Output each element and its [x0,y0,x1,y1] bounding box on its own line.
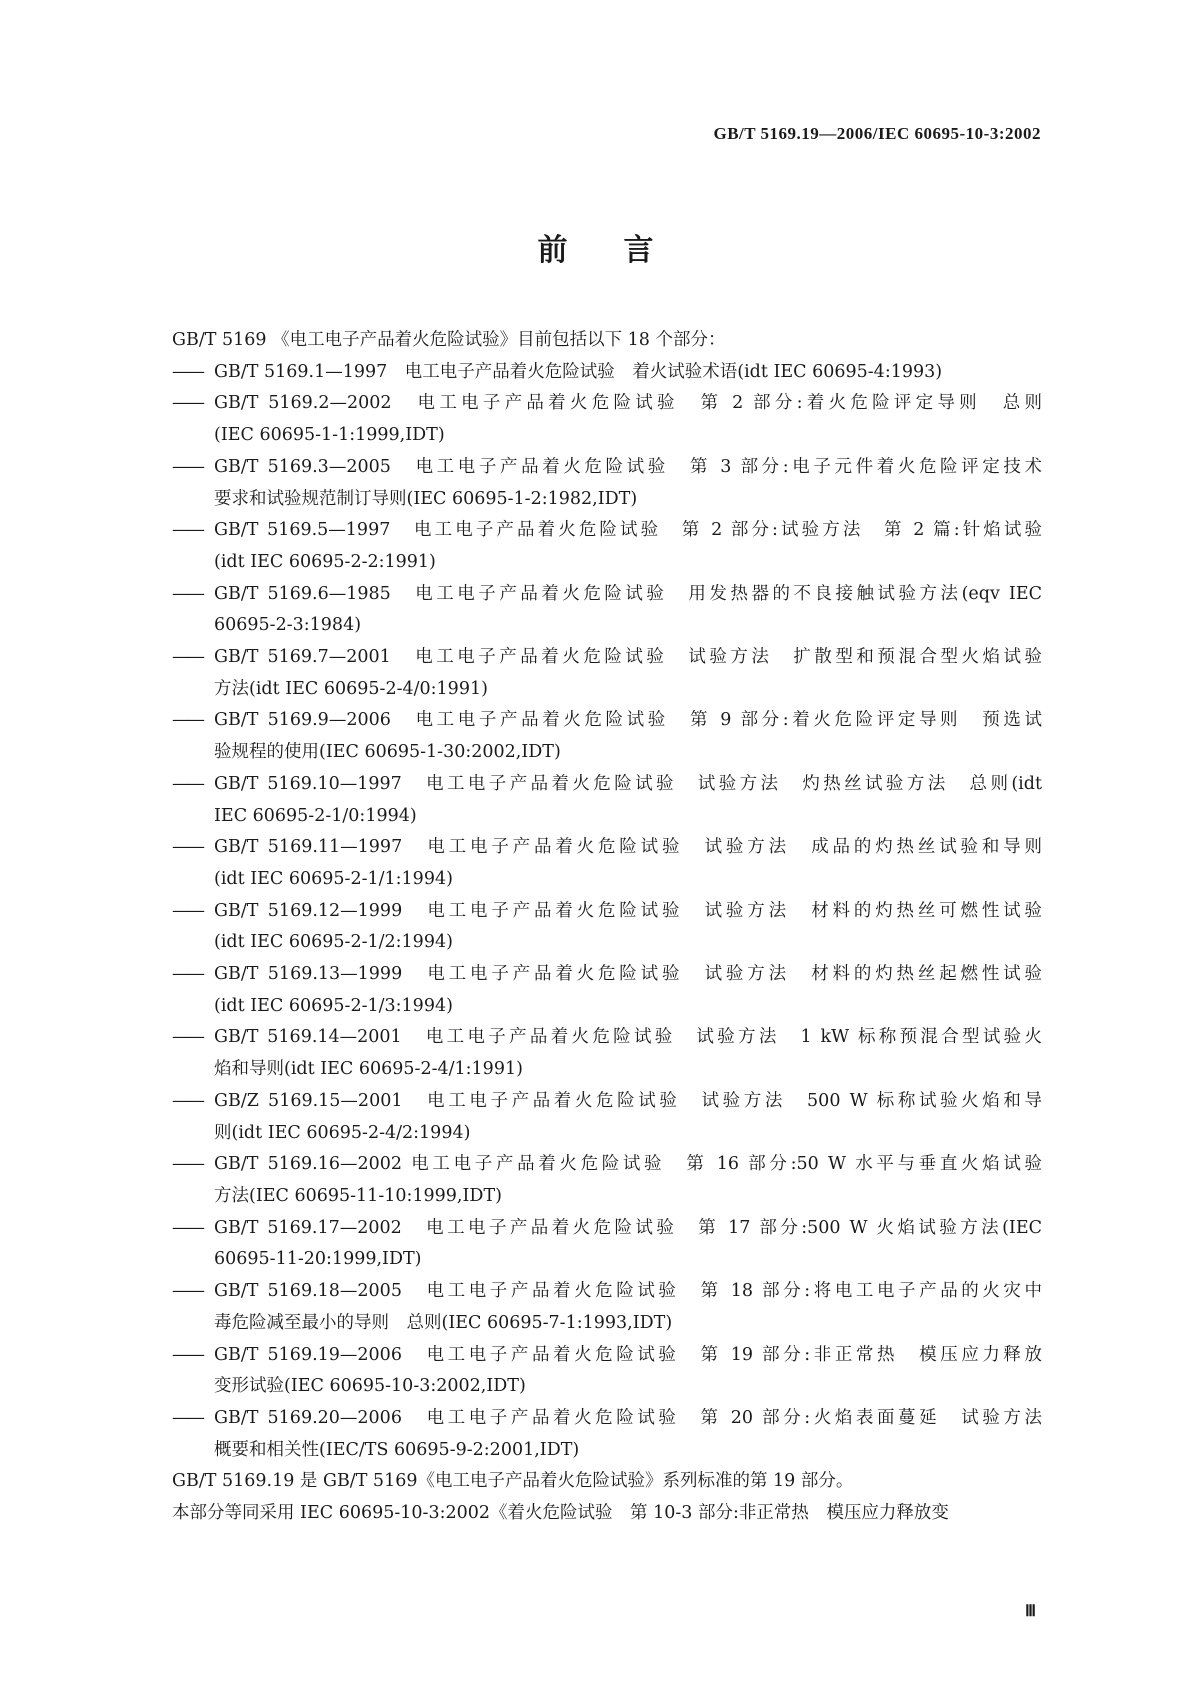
list-item [172,1276,1042,1339]
page-title: 前言 [537,233,710,268]
list-item-line1: GB/T 5169.17—2002 电工电子产品着火危险试验 第 17 部分:500 W 火焰试验方法(IEC [214,1217,1042,1238]
part19-paragraph: GB/T 5169.19 是 GB/T 5169《电工电子产品着火危险试验》系列标准的第 19 部分。 [172,1471,854,1492]
list-item [172,1086,1042,1149]
list-item [172,1022,1042,1085]
list-item [172,1149,1042,1212]
list-dash: —— [172,710,203,731]
list-item-line1: GB/T 5169.19—2006 电工电子产品着火危险试验 第 19 部分:非正常热 模压应力释放 [214,1344,1042,1365]
list-item-line2: 60695-11-20:1999,IDT) [214,1249,422,1270]
list-dash: —— [172,1154,203,1175]
list-item-line2: (idt IEC 60695-2-1/1:1994) [214,868,453,889]
list-item-line1: GB/T 5169.10—1997 电工电子产品着火危险试验 试验方法 灼热丝试验方法 总则(idt [214,773,1042,794]
list-item-line1: GB/T 5169.16—2002 电工电子产品着火危险试验 第 16 部分:50 W 水平与垂直火焰试验 [214,1154,1042,1175]
list-dash: —— [172,1344,203,1365]
list-dash: —— [172,773,203,794]
list-item-line2: 概要和相关性(IEC/TS 60695-9-2:2001,IDT) [214,1439,580,1460]
list-dash: —— [172,456,203,477]
list-item [172,452,1042,515]
list-item-line2: 要求和试验规范制订导则(IEC 60695-1-2:1982,IDT) [214,488,638,509]
list-item-line2: 则(idt IEC 60695-2-4/2:1994) [214,1122,471,1143]
list-item-line1: GB/T 5169.2—2002 电工电子产品着火危险试验 第 2 部分:着火危险评定导则 总则 [214,393,1042,414]
list-item-line1: GB/T 5169.14—2001 电工电子产品着火危险试验 试验方法 1 kW 标称预混合型试验火 [214,1027,1042,1048]
list-item-line1: GB/T 5169.11—1997 电工电子产品着火危险试验 试验方法 成品的灼热丝试验和导则 [214,837,1042,858]
list-dash: —— [172,1027,203,1048]
list-item-line2: (idt IEC 60695-2-2:1991) [214,551,436,572]
list-item-line2: 毒危险减至最小的导则 总则(IEC 60695-7-1:1993,IDT) [214,1312,673,1333]
list-dash: —— [172,393,203,414]
list-item-line2: 60695-2-3:1984) [214,615,362,636]
list-item-line2: (IEC 60695-1-1:1999,IDT) [214,425,445,446]
list-dash: —— [172,520,203,541]
adoption-paragraph: 本部分等同采用 IEC 60695-10-3:2002《着火危险试验 第 10-3 部分:非正常热 模压应力释放变 [172,1503,949,1524]
list-item-line2: IEC 60695-2-1/0:1994) [214,805,417,826]
list-item [172,357,1042,389]
list-dash: —— [172,1281,203,1302]
list-dash: —— [172,900,203,921]
foreword-body [172,325,1042,1530]
list-item-line1: GB/T 5169.9—2006 电工电子产品着火危险试验 第 9 部分:着火危险评定导则 预选试 [214,710,1042,731]
list-item [172,769,1042,832]
list-item-line1: GB/T 5169.1—1997 电工电子产品着火危险试验 着火试验术语(idt IEC 60695-4:1993) [214,361,943,382]
standards-list [172,357,1042,1467]
list-dash: —— [172,647,203,668]
list-item-line2: (idt IEC 60695-2-1/2:1994) [214,932,453,953]
list-dash: —— [172,1090,203,1111]
list-item-line1: GB/Z 5169.15—2001 电工电子产品着火危险试验 试验方法 500 W 标称试验火焰和导 [214,1090,1042,1111]
list-item [172,579,1042,642]
list-item [172,642,1042,705]
list-dash: —— [172,1217,203,1238]
list-item-line1: GB/T 5169.3—2005 电工电子产品着火危险试验 第 3 部分:电子元件着火危险评定技术 [214,456,1042,477]
list-item-line2: 方法(idt IEC 60695-2-4/0:1991) [214,678,488,699]
list-item-line1: GB/T 5169.18—2005 电工电子产品着火危险试验 第 18 部分:将电工电子产品的火灾中 [214,1281,1042,1302]
list-item [172,959,1042,1022]
list-item-line2: 焰和导则(idt IEC 60695-2-4/1:1991) [214,1059,523,1080]
list-item [172,832,1042,895]
list-dash: —— [172,583,203,604]
intro-paragraph: GB/T 5169 《电工电子产品着火危险试验》目前包括以下 18 个部分： [172,330,726,350]
list-item [172,1340,1042,1403]
list-item [172,388,1042,451]
list-item [172,705,1042,768]
list-item-line1: GB/T 5169.20—2006 电工电子产品着火危险试验 第 20 部分:火焰表面蔓延 试验方法 [214,1407,1042,1428]
list-dash: —— [172,361,203,382]
list-item-line2: 验规程的使用(IEC 60695-1-30:2002,IDT) [214,742,561,763]
list-item-line1: GB/T 5169.13—1999 电工电子产品着火危险试验 试验方法 材料的灼热丝起燃性试验 [214,964,1042,985]
list-item [172,1403,1042,1466]
list-dash: —— [172,964,203,985]
list-item-line2: (idt IEC 60695-2-1/3:1994) [214,995,453,1016]
list-item-line1: GB/T 5169.7—2001 电工电子产品着火危险试验 试验方法 扩散型和预混合型火焰试验 [214,647,1042,668]
list-item-line1: GB/T 5169.5—1997 电工电子产品着火危险试验 第 2 部分:试验方法 第 2 篇:针焰试验 [214,520,1042,541]
list-item [172,896,1042,959]
list-item [172,515,1042,578]
list-item-line1: GB/T 5169.12—1999 电工电子产品着火危险试验 试验方法 材料的灼热丝可燃性试验 [214,900,1042,921]
document-code-header: GB/T 5169.19—2006/IEC 60695-10-3:2002 [713,124,1041,143]
list-dash: —— [172,837,203,858]
list-item-line1: GB/T 5169.6—1985 电工电子产品着火危险试验 用发热器的不良接触试验方法(eqv IEC [214,583,1042,604]
page-number: Ⅲ [1024,1603,1036,1620]
list-item [172,1213,1042,1276]
list-item-line2: 方法(IEC 60695-11-10:1999,IDT) [214,1185,502,1206]
list-dash: —— [172,1407,203,1428]
list-item-line2: 变形试验(IEC 60695-10-3:2002,IDT) [214,1376,526,1397]
